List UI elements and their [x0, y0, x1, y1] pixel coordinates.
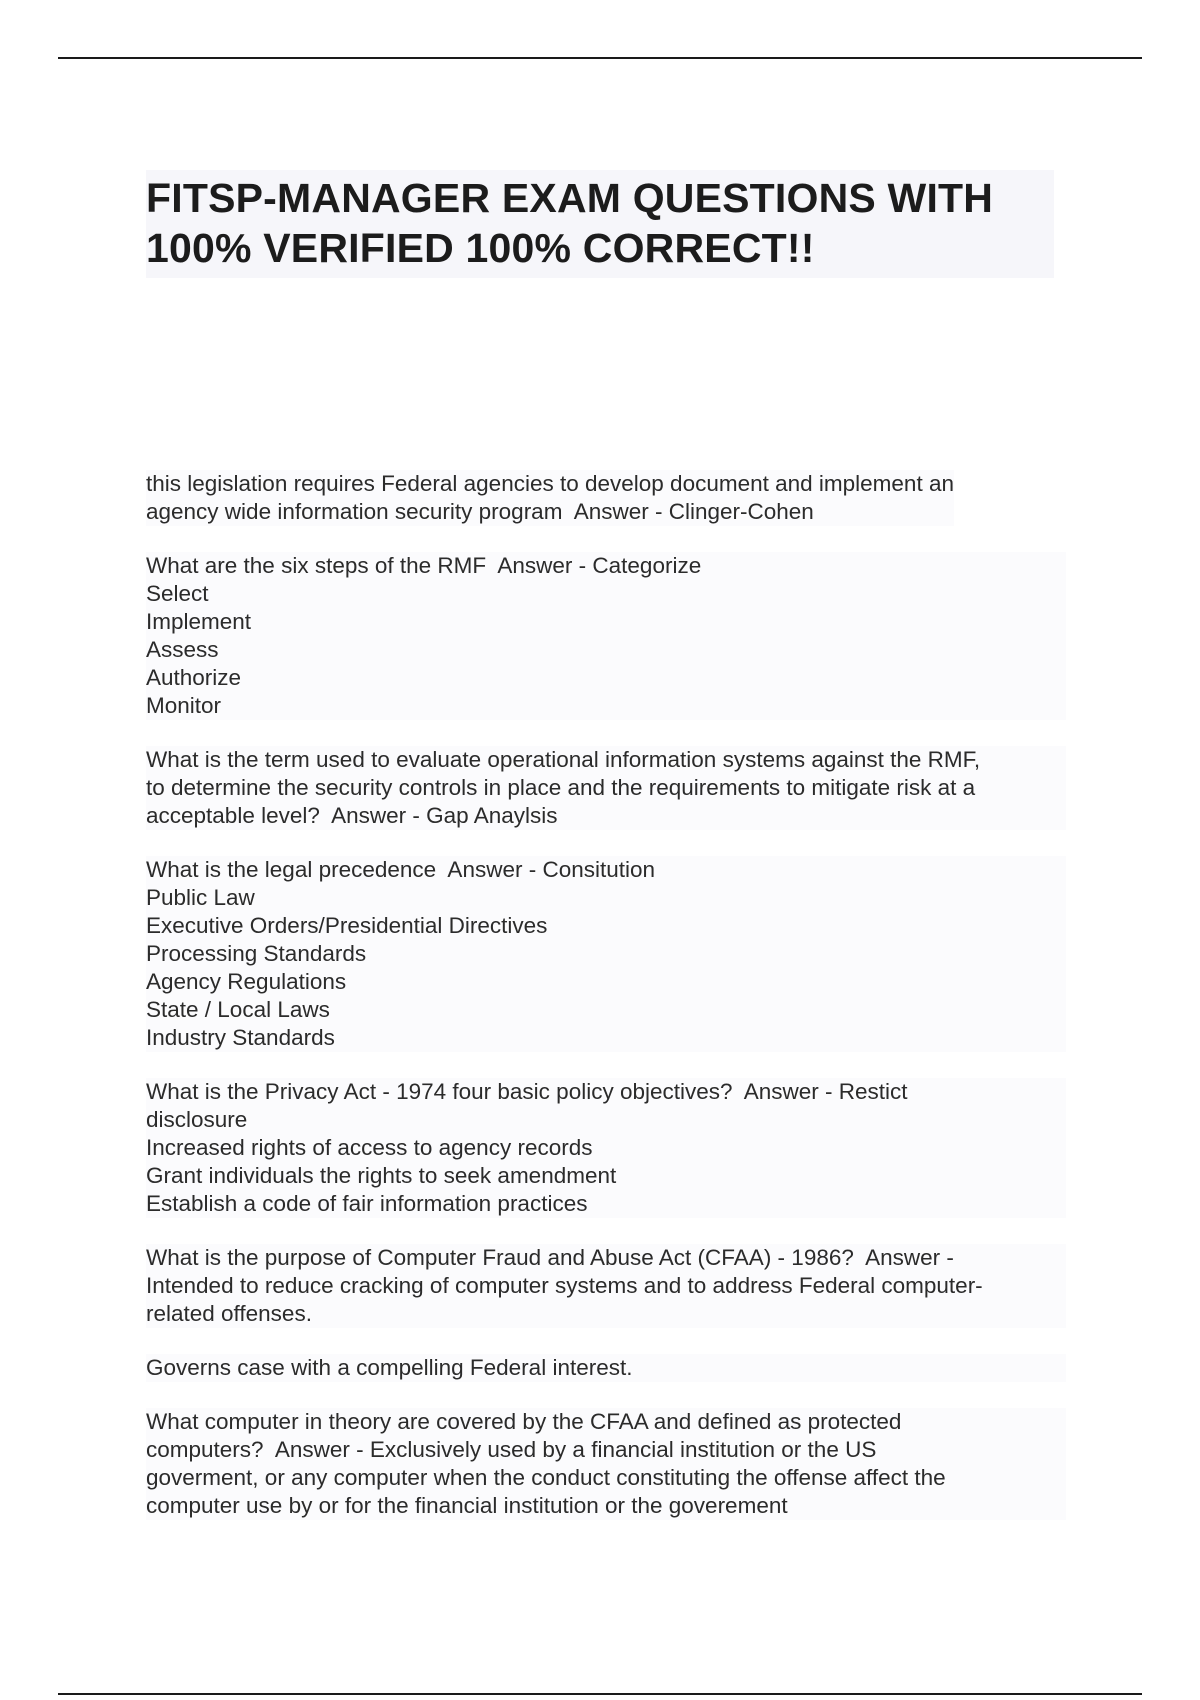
qa-line: Executive Orders/Presidential Directives	[146, 913, 548, 938]
qa-item-federal-interest	[146, 1354, 1066, 1382]
qa-line: Authorize	[146, 665, 242, 690]
qa-line: acceptable level? Answer - Gap Anaylsis	[146, 803, 558, 828]
qa-item-rmf-steps	[146, 552, 1066, 720]
qa-line: What are the six steps of the RMF Answer - Categorize	[146, 553, 702, 578]
qa-line: related offenses.	[146, 1301, 312, 1326]
qa-list	[146, 470, 1066, 1546]
qa-line: computers? Answer - Exclusively used by a financial institution or the US	[146, 1437, 877, 1462]
qa-line: goverment, or any computer when the conduct constituting the offense affect the	[146, 1465, 946, 1490]
qa-item-gap-analysis	[146, 746, 1066, 830]
qa-line: Processing Standards	[146, 941, 367, 966]
qa-line: State / Local Laws	[146, 997, 330, 1022]
qa-line: computer use by or for the financial institution or the goverement	[146, 1493, 788, 1518]
qa-line: Agency Regulations	[146, 969, 347, 994]
qa-line: What is the legal precedence Answer - Consitution	[146, 857, 656, 882]
qa-line: Increased rights of access to agency records	[146, 1135, 593, 1160]
qa-line: What computer in theory are covered by the CFAA and defined as protected	[146, 1409, 902, 1434]
qa-line: Governs case with a compelling Federal interest.	[146, 1355, 633, 1380]
header-rule	[58, 57, 1142, 59]
qa-line: Monitor	[146, 693, 222, 718]
qa-line: Industry Standards	[146, 1025, 335, 1050]
qa-line: What is the purpose of Computer Fraud and Abuse Act (CFAA) - 1986? Answer -	[146, 1245, 954, 1270]
qa-line: to determine the security controls in place and the requirements to mitigate risk at a	[146, 775, 976, 800]
title-line-1: FITSP-MANAGER EXAM QUESTIONS WITH	[146, 175, 994, 221]
title-line-2: 100% VERIFIED 100% CORRECT!!	[146, 225, 815, 271]
qa-item-legal-precedence	[146, 856, 1066, 1052]
qa-item-privacy-act	[146, 1078, 1066, 1218]
qa-line: Assess	[146, 637, 219, 662]
qa-item-legislation	[146, 470, 954, 526]
document-title	[146, 170, 1054, 278]
qa-line: Public Law	[146, 885, 255, 910]
qa-line: agency wide information security program Answer - Clinger-Cohen	[146, 499, 814, 524]
qa-line: Select	[146, 581, 209, 606]
qa-item-cfaa-purpose	[146, 1244, 1066, 1328]
qa-line: What is the Privacy Act - 1974 four basic policy objectives? Answer - Restict	[146, 1079, 908, 1104]
qa-line: disclosure	[146, 1107, 248, 1132]
qa-line: What is the term used to evaluate operational information systems against the RMF,	[146, 747, 981, 772]
qa-line: this legislation requires Federal agencies to develop document and implement an	[146, 471, 954, 496]
qa-line: Intended to reduce cracking of computer systems and to address Federal computer-	[146, 1273, 983, 1298]
footer-rule	[58, 1693, 1142, 1695]
qa-line: Implement	[146, 609, 252, 634]
qa-line: Grant individuals the rights to seek amendment	[146, 1163, 617, 1188]
qa-item-protected-computers	[146, 1408, 1066, 1520]
qa-line: Establish a code of fair information practices	[146, 1191, 588, 1216]
